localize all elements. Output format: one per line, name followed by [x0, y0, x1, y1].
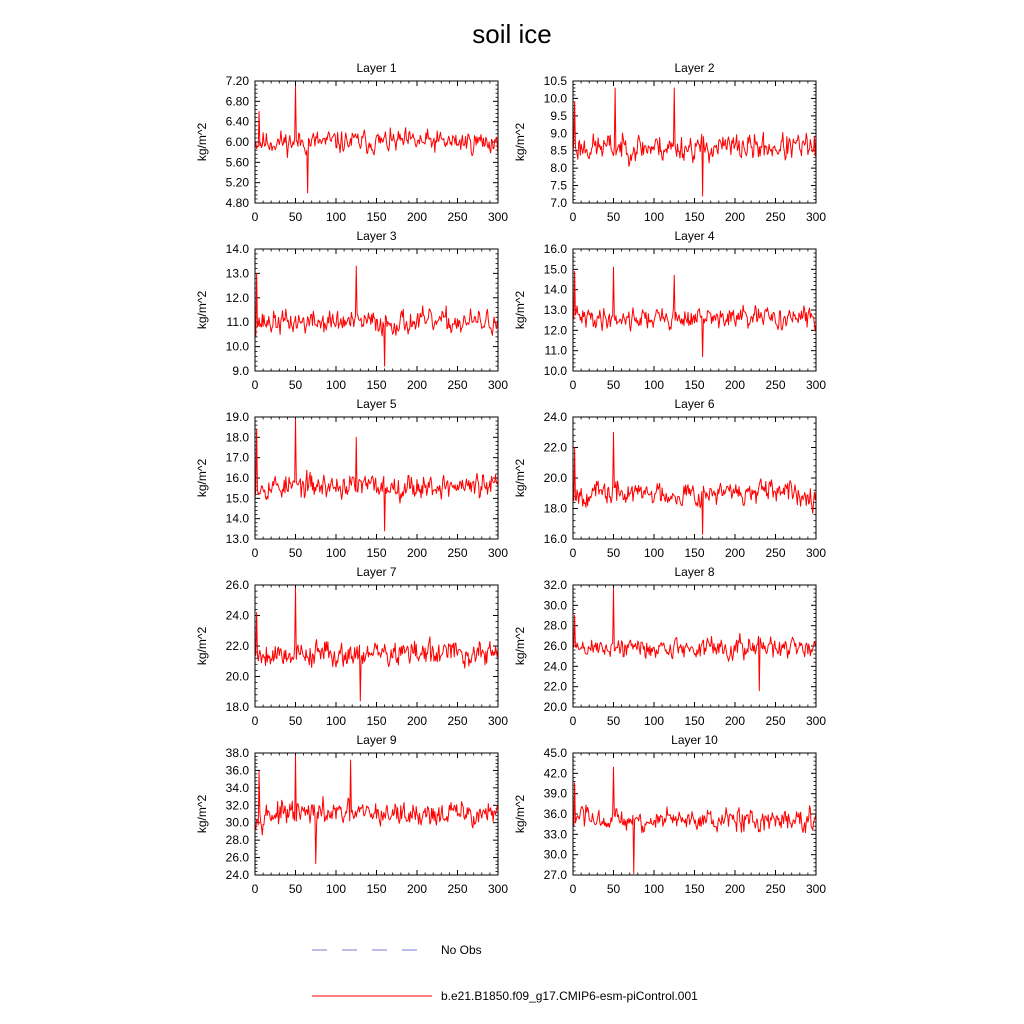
panel-title: Layer 2	[674, 61, 715, 75]
x-tick-label: 50	[288, 714, 303, 728]
y-tick-label: 24.0	[543, 659, 567, 674]
y-tick-label: 11.0	[226, 315, 249, 330]
y-axis-label: kg/m^2	[195, 290, 209, 330]
y-tick-label: 22.0	[225, 639, 249, 653]
x-tick-label: 250	[447, 546, 468, 560]
x-tick-label: 250	[765, 210, 786, 224]
y-tick-label: 14.0	[225, 242, 249, 256]
series-line	[573, 432, 816, 534]
x-tick-label: 0	[251, 714, 259, 728]
legend-label-no-obs: No Obs	[441, 943, 482, 957]
x-tick-label: 0	[569, 378, 577, 392]
x-tick-label: 0	[251, 546, 259, 560]
series-line	[255, 86, 498, 193]
y-tick-label: 42.0	[543, 766, 567, 781]
x-tick-label: 150	[366, 882, 387, 896]
panel-layer-10	[513, 733, 826, 896]
y-tick-label: 5.20	[225, 175, 249, 190]
series-line	[573, 267, 816, 356]
y-tick-label: 9.5	[550, 108, 567, 123]
x-tick-label: 200	[406, 378, 428, 392]
x-tick-label: 50	[606, 714, 621, 728]
y-axis-label: kg/m^2	[195, 122, 209, 162]
x-tick-label: 250	[447, 714, 468, 728]
x-tick-label: 50	[288, 210, 303, 224]
panel-title: Layer 5	[356, 397, 397, 411]
panel-title: Layer 7	[356, 565, 397, 579]
x-tick-label: 300	[487, 378, 509, 392]
x-tick-label: 100	[643, 546, 665, 560]
x-tick-label: 200	[724, 378, 746, 392]
y-tick-label: 8.5	[550, 143, 567, 158]
x-tick-label: 200	[724, 546, 746, 560]
y-tick-label: 26.0	[225, 578, 249, 592]
x-tick-label: 100	[325, 714, 347, 728]
x-tick-label: 100	[643, 882, 665, 896]
x-tick-label: 50	[606, 378, 621, 392]
x-tick-label: 100	[325, 210, 347, 224]
panel-layer-8	[513, 565, 826, 728]
y-tick-label: 45.0	[543, 746, 567, 760]
y-axis-label: kg/m^2	[513, 458, 527, 498]
y-axis-label: kg/m^2	[513, 122, 527, 162]
y-axis-label: kg/m^2	[513, 626, 527, 666]
y-tick-label: 33.0	[543, 827, 567, 842]
y-tick-label: 7.0	[550, 196, 567, 210]
y-tick-label: 16.0	[543, 532, 567, 546]
y-tick-label: 14.0	[543, 282, 567, 297]
y-tick-label: 8.0	[550, 161, 567, 176]
y-tick-label: 10.5	[543, 74, 567, 88]
y-tick-label: 30.0	[543, 847, 567, 862]
x-tick-label: 150	[684, 546, 705, 560]
y-axis-label: kg/m^2	[195, 794, 209, 834]
x-tick-label: 150	[366, 714, 387, 728]
y-tick-label: 20.0	[543, 471, 567, 485]
y-tick-label: 7.20	[225, 74, 249, 88]
y-tick-label: 12.0	[225, 290, 249, 305]
series-line	[573, 588, 816, 691]
y-tick-label: 32.0	[543, 578, 567, 592]
x-tick-label: 250	[765, 714, 786, 728]
plot-frame	[255, 249, 498, 371]
y-tick-label: 30.0	[225, 815, 249, 830]
y-tick-label: 10.0	[543, 91, 567, 106]
x-tick-label: 300	[487, 882, 509, 896]
x-tick-label: 200	[406, 882, 428, 896]
y-tick-label: 22.0	[543, 440, 567, 455]
y-tick-label: 16.0	[225, 471, 249, 485]
x-tick-label: 150	[366, 210, 387, 224]
x-tick-label: 50	[288, 882, 303, 896]
x-tick-label: 0	[569, 546, 577, 560]
panel-layer-6	[513, 397, 826, 560]
panel-layer-2	[513, 61, 826, 224]
plot-frame	[573, 417, 816, 539]
panel-layer-3	[195, 229, 508, 392]
x-tick-label: 300	[805, 210, 827, 224]
x-tick-label: 250	[765, 378, 786, 392]
panel-title: Layer 9	[356, 733, 397, 747]
y-tick-label: 28.0	[225, 833, 249, 848]
panel-title: Layer 8	[674, 565, 715, 579]
y-tick-label: 38.0	[225, 746, 249, 760]
series-line	[573, 767, 816, 873]
y-tick-label: 20.0	[543, 700, 567, 714]
x-tick-label: 100	[325, 378, 347, 392]
y-axis-label: kg/m^2	[513, 794, 527, 834]
y-tick-label: 24.0	[543, 410, 567, 424]
y-tick-label: 15.0	[225, 491, 249, 506]
series-line	[255, 266, 498, 366]
y-tick-label: 6.80	[225, 94, 249, 109]
x-tick-label: 100	[643, 378, 665, 392]
series-line	[573, 88, 816, 196]
x-tick-label: 300	[805, 714, 827, 728]
y-tick-label: 9.0	[550, 126, 567, 141]
x-tick-label: 200	[724, 882, 746, 896]
x-tick-label: 50	[606, 546, 621, 560]
y-axis-label: kg/m^2	[195, 626, 209, 666]
panel-layer-5	[195, 397, 508, 560]
y-tick-label: 13.0	[543, 303, 567, 317]
x-tick-label: 300	[805, 546, 827, 560]
legend-label-model: b.e21.B1850.f09_g17.CMIP6-esm-piControl.001	[441, 989, 698, 1003]
y-tick-label: 15.0	[543, 262, 567, 277]
y-tick-label: 19.0	[225, 410, 249, 424]
panel-title: Layer 1	[356, 61, 397, 75]
x-tick-label: 50	[606, 882, 621, 896]
x-tick-label: 100	[643, 210, 665, 224]
y-tick-label: 6.00	[225, 135, 249, 149]
x-tick-label: 300	[805, 378, 827, 392]
panel-title: Layer 6	[674, 397, 715, 411]
y-tick-label: 7.5	[550, 178, 567, 193]
y-tick-label: 26.0	[543, 639, 567, 653]
series-line	[255, 756, 498, 864]
panel-layer-9	[195, 733, 508, 896]
y-axis-label: kg/m^2	[195, 458, 209, 498]
panels	[195, 61, 826, 896]
y-tick-label: 18.0	[225, 700, 249, 714]
x-tick-label: 0	[569, 714, 577, 728]
series-line	[255, 588, 498, 701]
legend	[312, 943, 698, 1003]
x-tick-label: 250	[447, 210, 468, 224]
x-tick-label: 200	[724, 210, 746, 224]
panel-layer-4	[513, 229, 826, 392]
figure-title: soil ice	[472, 19, 552, 49]
x-tick-label: 0	[569, 210, 577, 224]
x-tick-label: 0	[251, 210, 259, 224]
x-tick-label: 300	[487, 714, 509, 728]
x-tick-label: 200	[406, 714, 428, 728]
y-tick-label: 4.80	[225, 196, 249, 210]
x-tick-label: 150	[684, 378, 705, 392]
y-tick-label: 20.0	[225, 669, 249, 684]
y-tick-label: 24.0	[225, 868, 249, 882]
x-tick-label: 100	[325, 882, 347, 896]
y-tick-label: 18.0	[543, 501, 567, 516]
panel-layer-1	[195, 61, 508, 224]
x-tick-label: 100	[325, 546, 347, 560]
y-tick-label: 14.0	[225, 511, 249, 526]
panel-title: Layer 10	[671, 733, 718, 747]
x-tick-label: 200	[724, 714, 746, 728]
y-tick-label: 39.0	[543, 786, 567, 801]
series-line	[255, 419, 498, 531]
y-tick-label: 10.0	[225, 339, 249, 354]
x-tick-label: 250	[447, 378, 468, 392]
y-tick-label: 26.0	[225, 850, 249, 865]
y-tick-label: 5.60	[225, 155, 249, 170]
y-tick-label: 27.0	[543, 868, 567, 882]
x-tick-label: 150	[684, 714, 705, 728]
x-tick-label: 50	[288, 378, 303, 392]
y-tick-label: 10.0	[543, 364, 567, 378]
y-axis-label: kg/m^2	[513, 290, 527, 330]
plot-frame	[255, 417, 498, 539]
x-tick-label: 150	[684, 882, 705, 896]
x-tick-label: 0	[251, 378, 259, 392]
x-tick-label: 50	[288, 546, 303, 560]
plot-frame	[573, 753, 816, 875]
y-tick-label: 36.0	[225, 763, 249, 778]
x-tick-label: 200	[406, 546, 428, 560]
y-tick-label: 22.0	[543, 679, 567, 694]
x-tick-label: 250	[765, 882, 786, 896]
y-tick-label: 13.0	[225, 532, 249, 546]
x-tick-label: 100	[643, 714, 665, 728]
y-tick-label: 13.0	[225, 266, 249, 281]
y-tick-label: 6.40	[225, 114, 249, 129]
panel-title: Layer 4	[674, 229, 715, 243]
y-tick-label: 36.0	[543, 807, 567, 821]
panel-layer-7	[195, 565, 508, 728]
y-tick-label: 16.0	[543, 242, 567, 256]
x-tick-label: 150	[366, 378, 387, 392]
y-tick-label: 9.0	[232, 364, 249, 378]
x-tick-label: 300	[487, 210, 509, 224]
plot-frame	[255, 585, 498, 707]
y-tick-label: 18.0	[225, 430, 249, 445]
y-tick-label: 28.0	[543, 618, 567, 633]
y-tick-label: 24.0	[225, 608, 249, 623]
x-tick-label: 150	[366, 546, 387, 560]
panel-title: Layer 3	[356, 229, 397, 243]
y-tick-label: 34.0	[225, 780, 249, 795]
y-tick-label: 11.0	[544, 343, 567, 358]
x-tick-label: 150	[684, 210, 705, 224]
x-tick-label: 250	[447, 882, 468, 896]
plot-frame	[573, 249, 816, 371]
x-tick-label: 50	[606, 210, 621, 224]
x-tick-label: 0	[251, 882, 259, 896]
x-tick-label: 300	[487, 546, 509, 560]
x-tick-label: 200	[406, 210, 428, 224]
y-tick-label: 30.0	[543, 598, 567, 613]
y-tick-label: 17.0	[225, 450, 249, 465]
x-tick-label: 0	[569, 882, 577, 896]
y-tick-label: 12.0	[543, 323, 567, 338]
x-tick-label: 250	[765, 546, 786, 560]
x-tick-label: 300	[805, 882, 827, 896]
y-tick-label: 32.0	[225, 798, 249, 813]
